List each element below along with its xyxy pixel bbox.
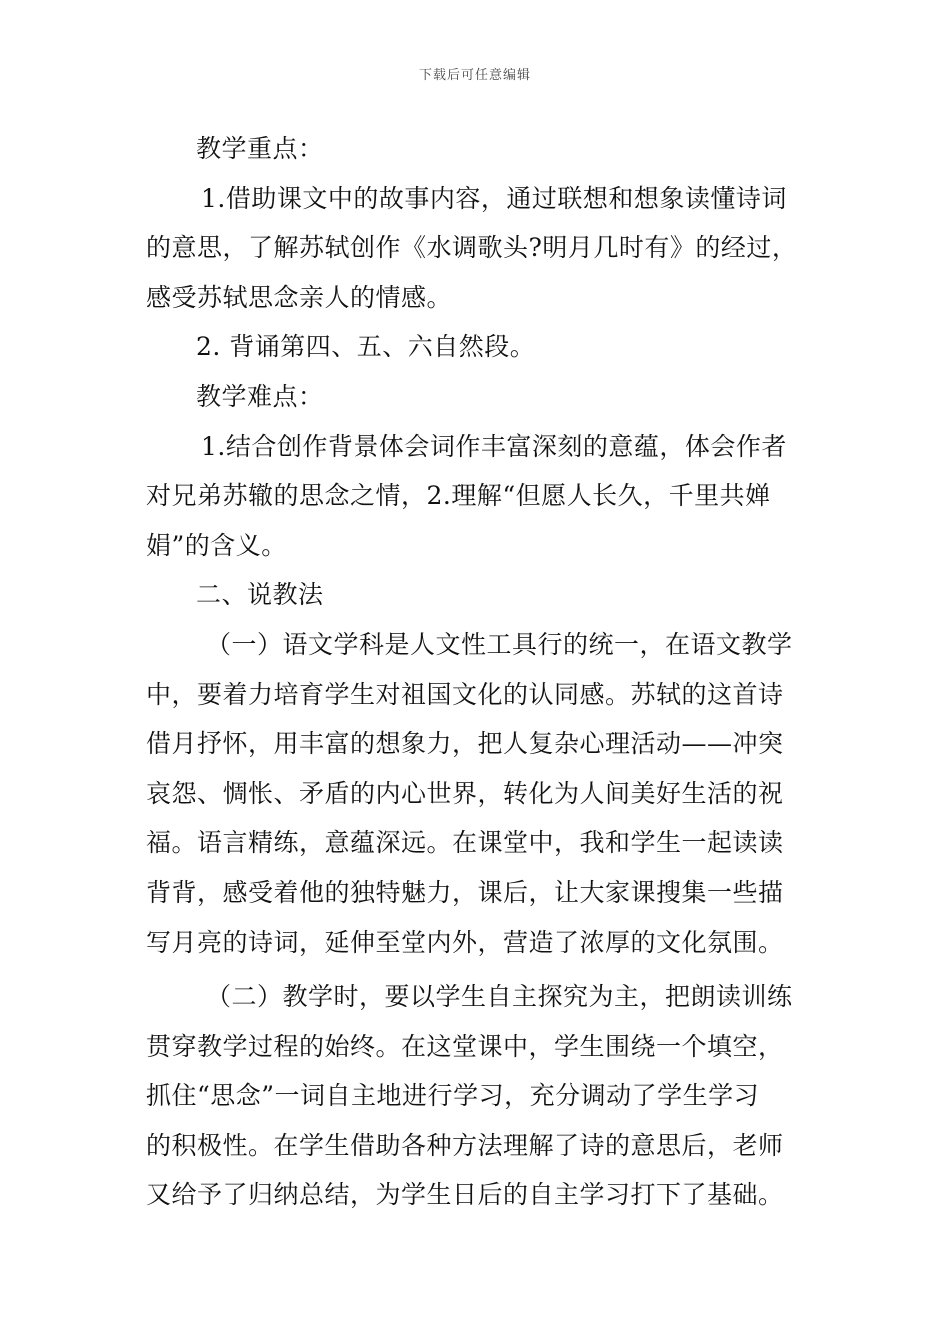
- paragraph-line: 哀怨、惆怅、矛盾的内心世界，转化为人间美好生活的祝: [146, 778, 784, 808]
- paragraph-line: 贯穿教学过程的始终。在这堂课中，学生围绕一个填空，: [146, 1031, 784, 1061]
- paragraph-line: 的意思，了解苏轼创作《水调歌头?明月几时有》的经过，: [146, 233, 798, 263]
- paragraph-line: 中，要着力培育学生对祖国文化的认同感。苏轼的这首诗: [146, 679, 784, 709]
- paragraph-line: 娟”的含义。: [146, 530, 287, 560]
- paragraph-line: 1.借助课文中的故事内容，通过联想和想象读懂诗词: [201, 183, 787, 213]
- paragraph-line: 感受苏轼思念亲人的情感。: [146, 282, 453, 312]
- heading-teaching-focus: 教学重点：: [196, 134, 324, 163]
- paragraph-line: 写月亮的诗词，延伸至堂内外，营造了浓厚的文化氛围。: [146, 927, 784, 957]
- paragraph-line: 对兄弟苏辙的思念之情，2.理解“但愿人长久，千里共婵: [146, 481, 771, 511]
- paragraph-line: 2. 背诵第四、五、六自然段。: [196, 332, 536, 362]
- paragraph-line: （一）语文学科是人文性工具行的统一，在语文教学: [206, 629, 793, 659]
- paragraph-line: 背背，感受着他的独特魅力，课后，让大家课搜集一些描: [146, 877, 784, 907]
- paragraph-line: 又给予了归纳总结，为学生日后的自主学习打下了基础。: [146, 1180, 784, 1210]
- paragraph-line: 福。语言精练，意蕴深远。在课堂中，我和学生一起读读: [146, 828, 784, 858]
- section-heading-teaching-method: 二、说教法: [196, 580, 324, 610]
- paragraph-line: 借月抒怀，用丰富的想象力，把人复杂心理活动——冲突: [146, 729, 784, 759]
- paragraph-line: 的积极性。在学生借助各种方法理解了诗的意思后，老师: [146, 1130, 784, 1160]
- document-body: [146, 124, 806, 1220]
- paragraph-line: 1.结合创作背景体会词作丰富深刻的意蕴，体会作者: [201, 431, 787, 461]
- page-header: 下载后可任意编辑: [418, 68, 531, 83]
- paragraph-line: （二）教学时，要以学生自主探究为主，把朗读训练: [206, 982, 793, 1012]
- heading-teaching-difficulty: 教学难点：: [196, 381, 324, 411]
- paragraph-line: 抓住“思念”一词自主地进行学习，充分调动了学生学习: [146, 1081, 760, 1111]
